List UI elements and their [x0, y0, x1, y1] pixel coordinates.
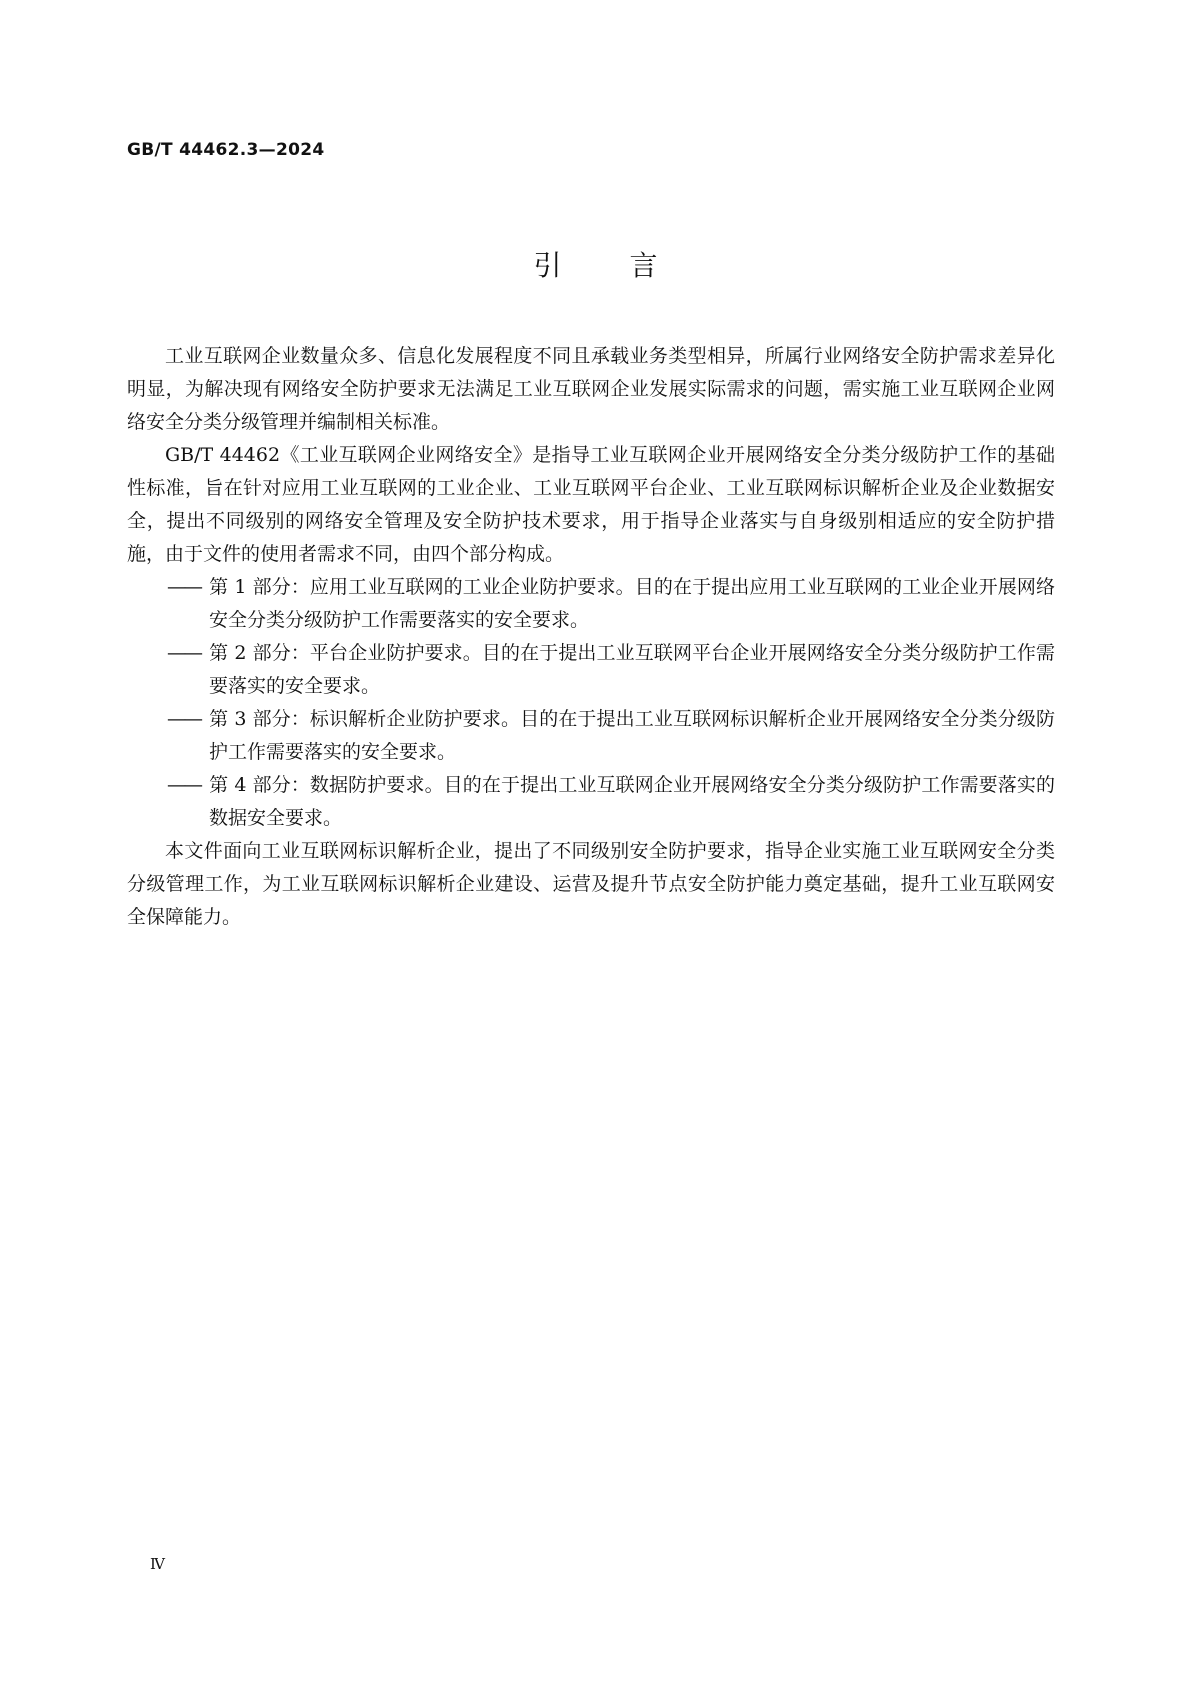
- list-item-part-1: [127, 571, 1055, 637]
- list-item-text: 第 3 部分：标识解析企业防护要求。目的在于提出工业互联网标识解析企业开展网络安全分类分级防护工作需要落实的安全要求。: [209, 708, 1055, 763]
- intro-paragraph-2: GB/T 44462《工业互联网企业网络安全》是指导工业互联网企业开展网络安全分类分级防护工作的基础性标准，旨在针对应用工业互联网的工业企业、工业互联网平台企业、工业互联网标识解析企业及企业数据安全，提出不同级别的网络安全管理及安全防护技术要求，用于指导企业落实与自身级别相适应的安全防护措施，由于文件的使用者需求不同，由四个部分构成。: [127, 444, 1055, 565]
- list-dash: ——: [167, 576, 201, 598]
- list-dash: ——: [167, 642, 201, 664]
- list-item-part-3: [127, 703, 1055, 769]
- list-item-part-4: [127, 769, 1055, 835]
- list-dash: ——: [167, 708, 201, 730]
- intro-paragraph-1: 工业互联网企业数量众多、信息化发展程度不同且承载业务类型相异，所属行业网络安全防护需求差异化明显，为解决现有网络安全防护要求无法满足工业互联网企业发展实际需求的问题，需实施工业互联网企业网络安全分类分级管理并编制相关标准。: [127, 345, 1055, 433]
- page-title: 引言: [533, 249, 726, 282]
- list-item-text: 第 1 部分：应用工业互联网的工业企业防护要求。目的在于提出应用工业互联网的工业企业开展网络安全分类分级防护工作需要落实的安全要求。: [209, 576, 1055, 631]
- closing-paragraph: 本文件面向工业互联网标识解析企业，提出了不同级别安全防护要求，指导企业实施工业互联网安全分类分级管理工作，为工业互联网标识解析企业建设、运营及提升节点安全防护能力奠定基础，提升工业互联网安全保障能力。: [127, 840, 1055, 928]
- list-item-part-2: [127, 637, 1055, 703]
- page-number: Ⅳ: [150, 1555, 165, 1573]
- document-body: [127, 340, 1055, 934]
- list-dash: ——: [167, 774, 201, 796]
- list-item-text: 第 4 部分：数据防护要求。目的在于提出工业互联网企业开展网络安全分类分级防护工作需要落实的数据安全要求。: [209, 774, 1055, 829]
- standard-code-header: GB/T 44462.3—2024: [127, 140, 325, 160]
- list-item-text: 第 2 部分：平台企业防护要求。目的在于提出工业互联网平台企业开展网络安全分类分级防护工作需要落实的安全要求。: [209, 642, 1055, 697]
